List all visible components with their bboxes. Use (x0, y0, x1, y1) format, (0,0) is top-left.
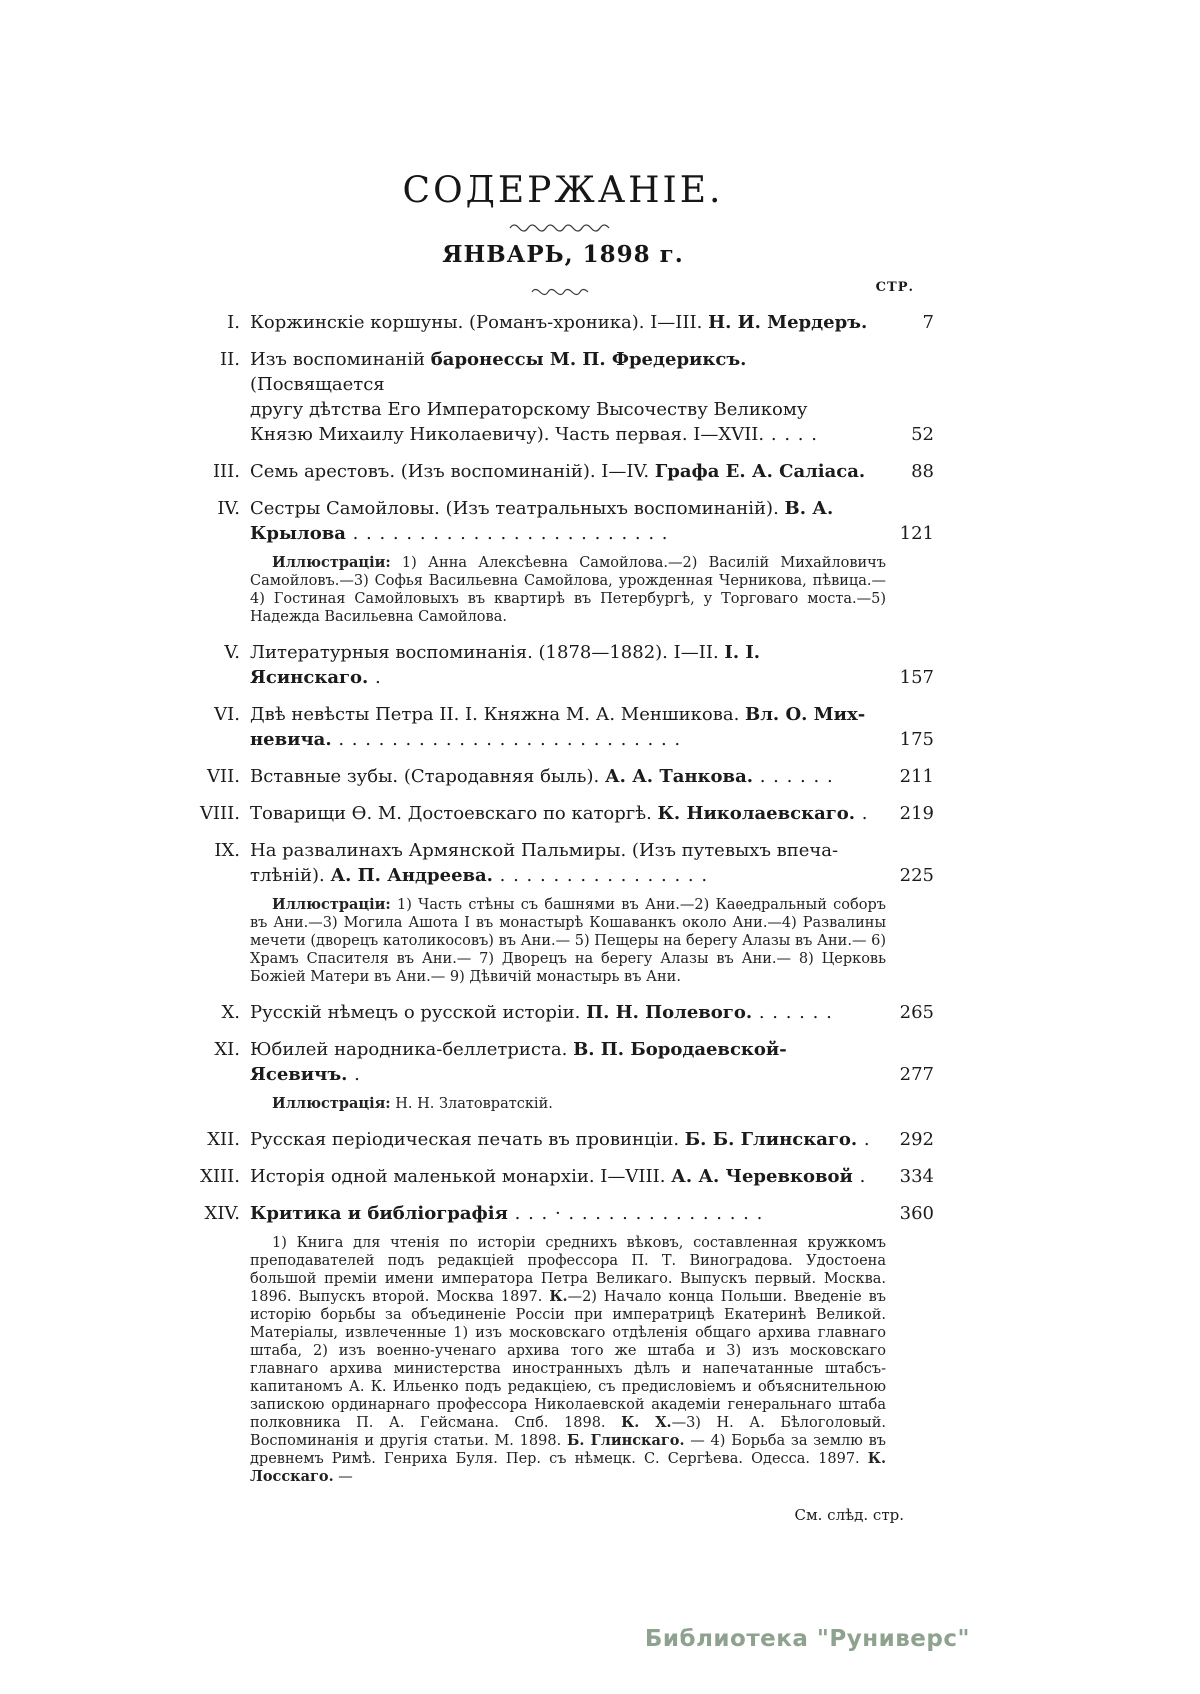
entry-page-number: 219 (899, 803, 934, 824)
entry-number: III. (212, 461, 240, 482)
entry-title (240, 838, 882, 888)
page-title: СОДЕРЖАНІЕ. (402, 170, 724, 211)
entry-page-number: 360 (899, 1203, 934, 1224)
entry-title (240, 310, 882, 335)
dot-leader: . (368, 667, 382, 688)
entry-text: Русская періодическая печать въ провинціи. (250, 1129, 685, 1150)
squiggle-ornament (508, 221, 618, 233)
dot-leader: . (852, 1166, 867, 1187)
entry-page-number: 225 (899, 865, 934, 886)
author-name: К. (549, 1288, 568, 1305)
dot-leader: . (855, 803, 869, 824)
toc-entry (192, 640, 934, 690)
entry-title (240, 764, 882, 789)
continuation-note: См. слѣд. стр. (794, 1506, 904, 1524)
entry-page-number: 211 (899, 766, 934, 787)
entry-number: XIV. (204, 1203, 240, 1224)
entry-note (250, 1234, 886, 1486)
entry-number: X. (221, 1002, 240, 1023)
author-name: Критика и библіографія (250, 1203, 508, 1224)
toc-entry (192, 459, 934, 484)
entry-title (240, 702, 882, 752)
entry-page-number: 334 (899, 1166, 934, 1187)
issue-heading: ЯНВАРЬ, 1898 г. (442, 241, 684, 268)
entry-text: тлѣній). (250, 865, 331, 886)
entry-number: XI. (214, 1039, 240, 1060)
author-name: В. А. (784, 498, 834, 519)
toc-entry (192, 838, 934, 888)
author-name: А. А. Черевковой (671, 1166, 853, 1187)
entry-text: Литературныя воспоминанія. (1878—1882). I—II. (250, 642, 725, 663)
dot-leader: . . . . . . . . . . . . . . . . (492, 865, 709, 886)
entry-title (240, 1164, 882, 1189)
entry-text: Сестры Самойловы. (Изъ театральныхъ воспоминаній). (250, 498, 785, 519)
entry-page-number: 88 (911, 461, 934, 482)
entry-text: —2) Начало конца Польши. Введеніе въ исторію борьбы за объединеніе Россіи при императрицѣ Екатеринѣ Великой. Матеріалы, извлеченные 1) изъ московскаго отдѣленія общаго архива главнаго штаба, 2) изъ военно-ученаго архива того же штаба и 3) изъ московскаго главнаго архива министерства иностранныхъ дѣлъ и напечатанные штабсъ-капитаномъ А. К. Ильенко подъ редакціею, съ предисловіемъ и объяснительною запискою ординарнаго профессора Николаевской академіи генеральнаго штаба полковника П. А. Гейсмана. Спб. 1898. (250, 1289, 886, 1431)
entry-text: 1) Часть стѣны съ башнями въ Ани.—2) Каѳедральный соборъ въ Ани.—3) Могила Ашота I въ монастырѣ Кошаванкъ около Ани.—4) Развалины мечети (дворецъ католикосовъ) въ Ани.— 5) Пещеры на берегу Алазы въ Ани.— 6) Храмъ Спасителя въ Ани.— 7) Дворецъ на берегу Алазы въ Ани.— 8) Церковь Божіей Матери въ Ани.— 9) Дѣвичій монастырь въ Ани. (250, 897, 886, 985)
entry-note (250, 1095, 886, 1113)
entry-number: II. (220, 349, 240, 370)
entry-note (250, 554, 886, 626)
author-name: К. Лосскаго. (250, 1450, 886, 1485)
dot-leader: . . . · . . . . . . . . . . . . . . . (507, 1203, 764, 1224)
entry-title (240, 801, 882, 826)
entry-number: XII. (207, 1129, 240, 1150)
author-name: Иллюстраціи: (272, 554, 391, 571)
author-name: К. Х. (621, 1414, 672, 1431)
entry-text: Русскій нѣмецъ о русской исторіи. (250, 1002, 587, 1023)
dot-leader: . (857, 1129, 871, 1150)
author-name: Иллюстрація: (272, 1095, 391, 1112)
author-name: Б. Б. Глинскаго. (684, 1129, 858, 1150)
entry-title (240, 347, 882, 447)
entry-text: Товарищи Ѳ. М. Достоевскаго по каторгѣ. (250, 803, 658, 824)
entry-text: Семь арестовъ. (Изъ воспоминаній). I—IV. (250, 461, 655, 482)
entry-text: Вставные зубы. (Стародавняя быль). (250, 766, 605, 787)
author-name: Иллюстраціи: (272, 896, 391, 913)
entry-page-number: 121 (899, 523, 934, 544)
author-name: Крылова (250, 523, 346, 544)
entry-text: 1) Анна Алексѣевна Самойлова.—2) Василій Михайловичъ Самойловъ.—3) Софья Васильевна Самойлова, урожденная Черникова, пѣвица.— 4) Гостиная Самойловыхъ въ квартирѣ въ Петербургѣ, у Торговаго моста.—5) Надежда Васильевна Самойлова. (250, 555, 886, 625)
entry-page-number: 277 (899, 1064, 934, 1085)
toc-entry (192, 310, 934, 335)
author-name: А. П. Андреева. (330, 865, 493, 886)
author-name: В. П. Бородаевской-Ясевичъ. (250, 1039, 787, 1085)
toc-entry (192, 496, 934, 546)
author-name: А. А. Танкова. (604, 766, 753, 787)
entry-page-number: 292 (899, 1129, 934, 1150)
author-name: І. І. Ясинскаго. (250, 642, 761, 688)
library-watermark: Библиотека "Руниверс" (644, 1626, 970, 1652)
entry-text: 1) Книга для чтенія по исторіи среднихъ вѣковъ, составленная кружкомъ преподавателей подъ редакціей профессора П. Т. Виноградова. Удостоена большой преміи имени императора Петра Великаго. Выпускъ первый. Москва. 1896. Выпускъ второй. Москва 1897. (250, 1235, 886, 1305)
entry-title (240, 1000, 882, 1025)
dot-leader: . . . . . . (753, 766, 834, 787)
entry-number: IX. (214, 840, 240, 861)
page-column-label: СТР. (875, 280, 914, 295)
entry-title (240, 1201, 882, 1226)
author-name: Н. И. Мердеръ. (708, 312, 868, 333)
entry-page-number: 52 (911, 424, 934, 445)
toc-entry (192, 1000, 934, 1025)
entry-text: —3) Н. А. Бѣлоголовый. Воспоминанія и другія статьи. М. 1898. (250, 1415, 886, 1449)
entry-title (240, 496, 882, 546)
toc-entry (192, 1164, 934, 1189)
entry-number: VIII. (199, 803, 240, 824)
entry-page-number: 265 (899, 1002, 934, 1023)
toc-entries (192, 310, 934, 1486)
entry-text: На развалинахъ Армянской Пальмиры. (Изъ путевыхъ впеча- (250, 840, 839, 861)
entry-number: V. (224, 642, 240, 663)
author-name: Графа Е. А. Саліаса. (654, 461, 866, 482)
entry-text: — (333, 1469, 353, 1485)
toc-content (192, 170, 934, 1524)
entry-text: Исторія одной маленькой монархіи. I—VIII. (250, 1166, 672, 1187)
toc-entry (192, 801, 934, 826)
page-column-header-row (192, 272, 934, 306)
entry-text: (Посвящается (250, 374, 385, 395)
entry-number: I. (227, 312, 240, 333)
entry-text: Юбилей народника-беллетриста. (250, 1039, 574, 1060)
toc-entry (192, 702, 934, 752)
dot-leader: . . . . . . (752, 1002, 833, 1023)
author-name: Вл. О. Мих- (745, 704, 866, 725)
author-name: Б. Глинскаго. (566, 1432, 685, 1449)
entry-number: VII. (207, 766, 240, 787)
toc-entry (192, 347, 934, 447)
entry-page-number: 157 (899, 667, 934, 688)
toc-entry (192, 1037, 934, 1087)
entry-number: VI. (214, 704, 240, 725)
entry-number: IV. (217, 498, 240, 519)
dot-leader: . . . . . . . . . . . . . . . . . . . . . . . . . . (331, 729, 682, 750)
entry-text: другу дѣтства Его Императорскому Высочеству Великому (250, 399, 808, 420)
toc-entry (192, 764, 934, 789)
author-name: П. Н. Полевого. (586, 1002, 753, 1023)
toc-entry (192, 1201, 934, 1226)
entry-text: Изъ воспоминаній (250, 349, 431, 370)
entry-text: Н. Н. Златовратскій. (390, 1096, 553, 1112)
entry-number: XIII. (200, 1166, 240, 1187)
entry-text: Князю Михаилу Николаевичу). Часть первая. I—XVII. (250, 424, 765, 445)
author-name: невича. (250, 729, 332, 750)
dot-leader: . . . . (764, 424, 818, 445)
dot-leader: . (347, 1064, 361, 1085)
entry-page-number: 7 (922, 312, 934, 333)
entry-title (240, 1037, 882, 1087)
dot-leader: . . . . . . . . . . . . . . . . . . . . . . . . (345, 523, 669, 544)
entry-title (240, 640, 882, 690)
entry-page-number: 175 (899, 729, 934, 750)
entry-title (240, 459, 882, 484)
entry-text: — 4) Борьба за землю въ древнемъ Римѣ. Генриха Буля. Пер. съ нѣмецк. С. Сергѣева. Одесса. 1897. (250, 1433, 886, 1467)
author-name: баронессы М. П. Фредериксъ. (430, 349, 747, 370)
entry-text: Двѣ невѣсты Петра II. I. Княжна М. А. Меншикова. (250, 704, 746, 725)
toc-entry (192, 1127, 934, 1152)
entry-note (250, 896, 886, 986)
entry-text: Коржинскіе коршуны. (Романъ-хроника). I—III. (250, 312, 709, 333)
author-name: К. Николаевскаго. (657, 803, 856, 824)
squiggle-ornament-small (530, 286, 596, 296)
entry-title (240, 1127, 882, 1152)
